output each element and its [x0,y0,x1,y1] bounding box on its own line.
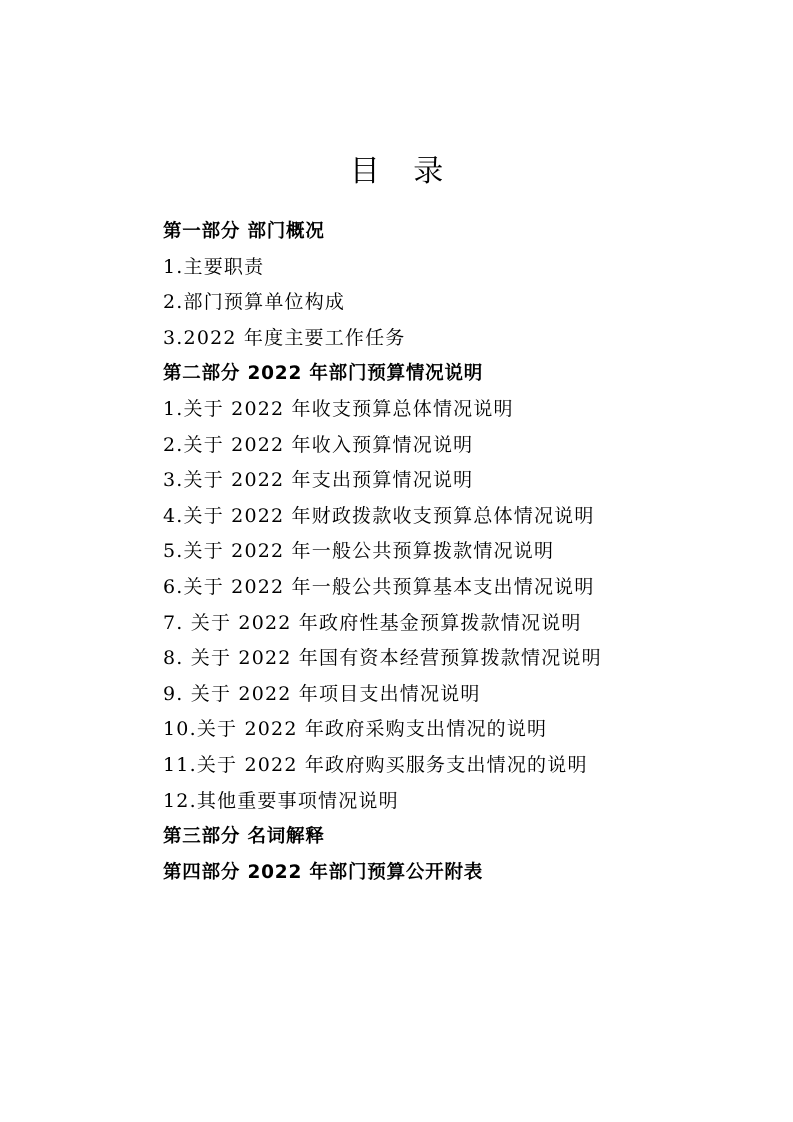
toc-item: 5.关于 2022 年一般公共预算拨款情况说明 [163,540,555,563]
toc-item: 11.关于 2022 年政府购买服务支出情况的说明 [163,753,588,776]
toc-item: 2.关于 2022 年收入预算情况说明 [163,433,474,456]
page-title: 目 录 [349,154,456,189]
toc-item: 6.关于 2022 年一般公共预算基本支出情况说明 [163,575,595,598]
toc-section-heading: 第一部分 部门概况 [163,221,325,242]
toc-item: 1.主要职责 [163,255,265,278]
toc-item: 8. 关于 2022 年国有资本经营预算拨款情况说明 [163,647,602,670]
toc-item: 12.其他重要事项情况说明 [163,789,399,812]
toc-item: 3.关于 2022 年支出预算情况说明 [163,469,474,492]
toc-item: 7. 关于 2022 年政府性基金预算拨款情况说明 [163,611,582,634]
toc-item: 3.2022 年度主要工作任务 [163,326,406,349]
toc-section-heading: 第三部分 名词解释 [163,826,325,848]
toc-item: 4.关于 2022 年财政拨款收支预算总体情况说明 [163,504,595,527]
toc-item: 9. 关于 2022 年项目支出情况说明 [163,682,481,705]
toc-item: 1.关于 2022 年收支预算总体情况说明 [163,397,514,420]
toc-section-heading: 第四部分 2022 年部门预算公开附表 [163,861,484,883]
toc-section-heading: 第二部分 2022 年部门预算情况说明 [163,363,484,385]
toc-item: 2.部门预算单位构成 [163,291,346,314]
toc-item: 10.关于 2022 年政府采购支出情况的说明 [163,718,548,741]
table-of-contents [163,214,763,890]
